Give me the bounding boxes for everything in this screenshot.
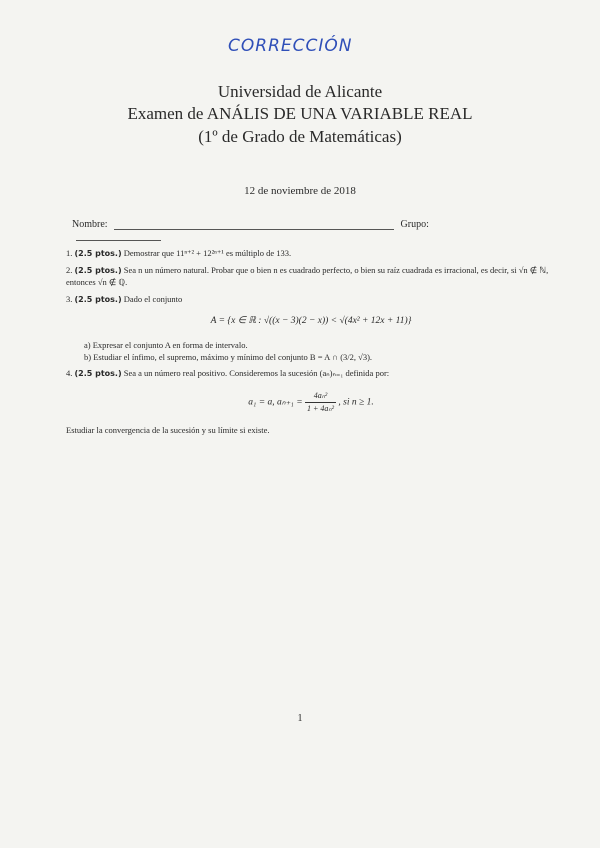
- problem-4: [66, 367, 556, 380]
- problem-text: Sea n un número natural. Probar que o bien n es cuadrado perfecto, o bien su raíz cuadrada es irracional, es decir, si √n ∉ ℕ, entonces √n ∉ ℚ.: [66, 264, 549, 288]
- problem-3: [66, 293, 556, 306]
- problem-text: Dado el conjunto: [123, 293, 183, 304]
- handwritten-annotation: CORRECCIÓN: [228, 36, 353, 56]
- problem-2: [66, 264, 556, 289]
- problem-list: [66, 247, 556, 441]
- course-title: (1º de Grado de Matemáticas): [198, 127, 402, 146]
- sequence-formula: [66, 390, 556, 414]
- problem-points: (2.5 ptos.): [74, 265, 122, 275]
- sequence-fraction: [305, 390, 336, 414]
- fraction-denominator: 1 + 4aₙ²: [307, 403, 335, 413]
- exam-date: 12 de noviembre de 2018: [244, 185, 356, 197]
- fraction-numerator: 4aₙ²: [305, 390, 336, 403]
- problem-points: (2.5 ptos.): [74, 249, 122, 258]
- problem-number: 1.: [66, 248, 73, 258]
- sequence-condition: , si n ≥ 1.: [338, 397, 374, 408]
- set-formula: A = {x ∈ ℝ : √((x − 3)(2 − x)) < √(4x² + 12x + 11)}: [210, 316, 412, 327]
- problem-number: 2.: [66, 264, 73, 275]
- page-number: 1: [297, 713, 303, 724]
- problem-points: (2.5 ptos.): [74, 294, 122, 304]
- problem-number: 4.: [66, 368, 73, 379]
- subitem-a: a) Expresar el conjunto A en forma de intervalo.: [84, 339, 248, 350]
- closing-instruction: Estudiar la convergencia de la sucesión y su límite si existe.: [66, 425, 270, 436]
- exam-title: Examen de ANÁLIS DE UNA VARIABLE REAL: [127, 104, 473, 123]
- group-field-line: [76, 230, 161, 241]
- problem-points: (2.5 ptos.): [74, 369, 122, 379]
- subitem-b: b) Estudiar el ínfimo, el supremo, máximo y mínimo del conjunto B = A ∩ (3/2, √3).: [84, 352, 373, 363]
- university-title: Universidad de Alicante: [217, 82, 383, 101]
- group-label: Grupo:: [400, 219, 429, 230]
- problem-text: Demostrar que 11ⁿ⁺² + 12²ⁿ⁺¹ es múltiplo de 133.: [123, 248, 292, 258]
- problem-number: 3.: [66, 293, 73, 304]
- sequence-lhs: a₁ = a, aₙ₊₁ =: [248, 397, 303, 408]
- name-field-line: [114, 219, 394, 230]
- problem-text: Sea a un número real positivo. Consideremos la sucesión (aₙ)ₙ₌₁ definida por:: [123, 368, 390, 379]
- name-label: Nombre:: [72, 219, 108, 230]
- name-group-row: [72, 219, 512, 241]
- problem-1: [66, 247, 556, 260]
